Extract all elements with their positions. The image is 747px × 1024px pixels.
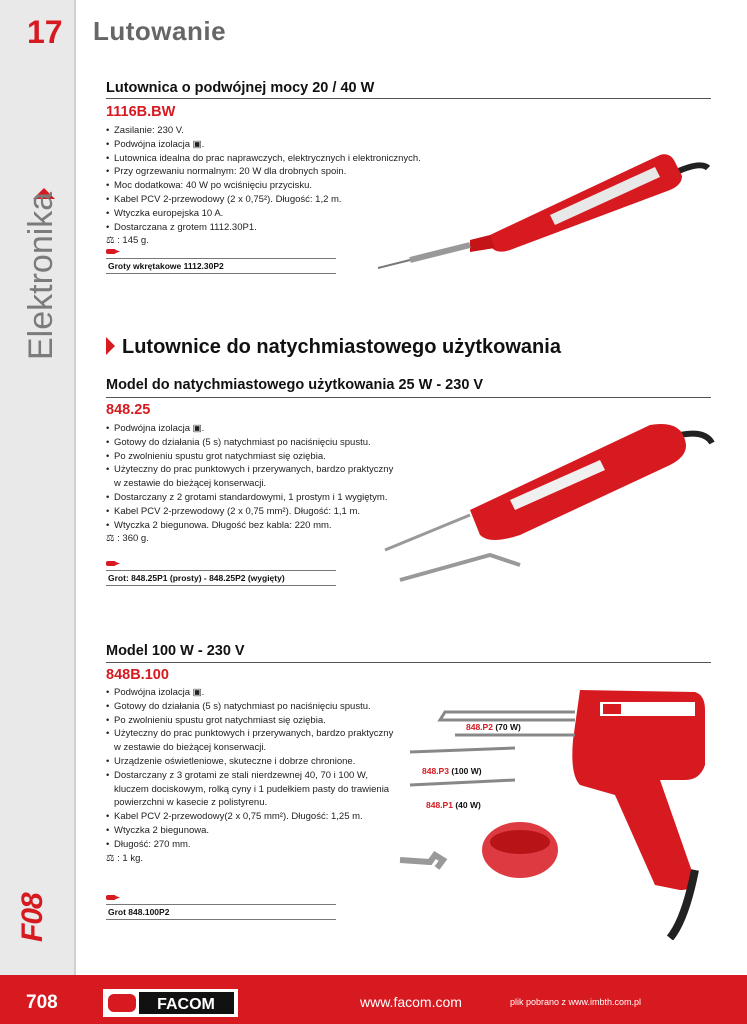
source-note: plik pobrano z www.imbth.com.pl	[510, 997, 642, 1007]
section-title-instant: Model do natychmiastowego użytkowania 25 W - 230 V	[106, 377, 484, 393]
section-title-100w: Model 100 W - 230 V	[106, 643, 245, 659]
list-item: • Wtyczka 2 biegunowa. Długość bez kabla: 220 mm.	[106, 519, 396, 533]
list-item: • Lutownica idealna do prac naprawczych, elektrycznych i elektronicznych.	[106, 152, 421, 166]
tip-label-p2: 848.P2 (70 W)	[466, 722, 521, 732]
catalog-code: F08	[16, 893, 49, 942]
accessory-box	[106, 894, 336, 920]
list-item: • Podwójna izolacja ▣.	[106, 686, 396, 700]
list-item: • Użyteczny do prac punktowych i przerywanych, bardzo praktyczny w zestawie do bieżącej konserwacji.	[106, 463, 396, 491]
section-divider	[106, 662, 711, 663]
accessory-box	[106, 248, 336, 274]
accessory-box	[106, 560, 336, 586]
list-item: • Urządzenie oświetleniowe, skuteczne i dobrze chronione.	[106, 755, 396, 769]
list-item: • Wtyczka 2 biegunowa.	[106, 824, 396, 838]
list-item: • Gotowy do działania (5 s) natychmiast po naciśnięciu spustu.	[106, 436, 396, 450]
website-link[interactable]: www.facom.com	[360, 994, 462, 1010]
group-title	[106, 336, 561, 359]
list-item: • Długość: 270 mm.	[106, 838, 396, 852]
tip-label-p1: 848.P1 (40 W)	[426, 800, 481, 810]
feature-list	[106, 686, 396, 865]
soldering-gun-kit-image	[395, 680, 715, 940]
list-item: • Gotowy do działania (5 s) natychmiast po naciśnięciu spustu.	[106, 700, 396, 714]
chapter-number: 17	[27, 14, 63, 50]
product-ref: 1116B.BW	[106, 104, 176, 120]
list-item: • Kabel PCV 2-przewodowy(2 x 0,75 mm²). Długość: 1,25 m.	[106, 810, 396, 824]
tip-icon	[106, 560, 120, 567]
list-item: • Po zwolnieniu spustu grot natychmiast się oziębia.	[106, 714, 396, 728]
facom-logo	[103, 989, 238, 1017]
weight-info: ⚖ : 1 kg.	[106, 852, 144, 864]
page-number: 708	[26, 992, 58, 1013]
page-title: Lutowanie	[93, 16, 227, 46]
accessory-label: Grot 848.100P2	[106, 904, 336, 920]
brand-text: FACOM	[157, 996, 215, 1013]
list-item: • Przy ogrzewaniu normalnym: 20 W dla drobnych spoin.	[106, 165, 421, 179]
list-item: • Dostarczany z 2 grotami standardowymi, 1 prostym i 1 wygiętym.	[106, 491, 396, 505]
category-label: Elektronika	[22, 191, 60, 360]
list-item: • Podwójna izolacja ▣.	[106, 138, 421, 152]
list-item: • Wtyczka europejska 10 A.	[106, 207, 421, 221]
section-divider	[106, 397, 711, 398]
tip-icon	[106, 894, 120, 901]
list-item: • Użyteczny do prac punktowych i przerywanych, bardzo praktyczny w zestawie do bieżącej konserwacji.	[106, 727, 396, 755]
section-divider	[106, 98, 711, 99]
tip-icon	[106, 248, 120, 255]
list-item: • Kabel PCV 2-przewodowy (2 x 0,75²). Długość: 1,2 m.	[106, 193, 421, 207]
tip-label-p3: 848.P3 (100 W)	[422, 766, 482, 776]
feature-list	[106, 422, 396, 546]
soldering-iron-image	[370, 140, 710, 275]
product-ref: 848B.100	[106, 667, 169, 683]
list-item: • Moc dodatkowa: 40 W po wciśnięciu przycisku.	[106, 179, 421, 193]
arrow-right-icon	[106, 337, 115, 355]
accessory-label: Groty wkrętakowe 1112.30P2	[106, 258, 336, 274]
list-item: • Zasilanie: 230 V.	[106, 124, 421, 138]
product-ref: 848.25	[106, 402, 151, 418]
list-item: • Dostarczany z 3 grotami ze stali nierdzewnej 40, 70 i 100 W, kluczem dociskowym, rolką cyny i 1 pudełkiem pasty do trawienia powierzchni w kasecie z polistyrenu.	[106, 769, 396, 810]
list-item: • Podwójna izolacja ▣.	[106, 422, 396, 436]
section-title-dual-power: Lutownica o podwójnej mocy 20 / 40 W	[106, 80, 375, 96]
weight-info: ⚖ : 145 g.	[106, 235, 149, 247]
list-item: • Dostarczana z grotem 1112.30P1.	[106, 221, 421, 235]
weight-info: ⚖ : 360 g.	[106, 533, 149, 545]
list-item: • Po zwolnieniu spustu grot natychmiast się oziębia.	[106, 450, 396, 464]
group-title-text: Lutownice do natychmiastowego użytkowania	[122, 336, 561, 358]
instant-soldering-gun-image	[380, 415, 715, 590]
accessory-label: Grot: 848.25P1 (prosty) - 848.25P2 (wygięty)	[106, 570, 336, 586]
list-item: • Kabel PCV 2-przewodowy (2 x 0,75 mm²). Długość: 1,1 m.	[106, 505, 396, 519]
side-panel	[0, 0, 76, 975]
